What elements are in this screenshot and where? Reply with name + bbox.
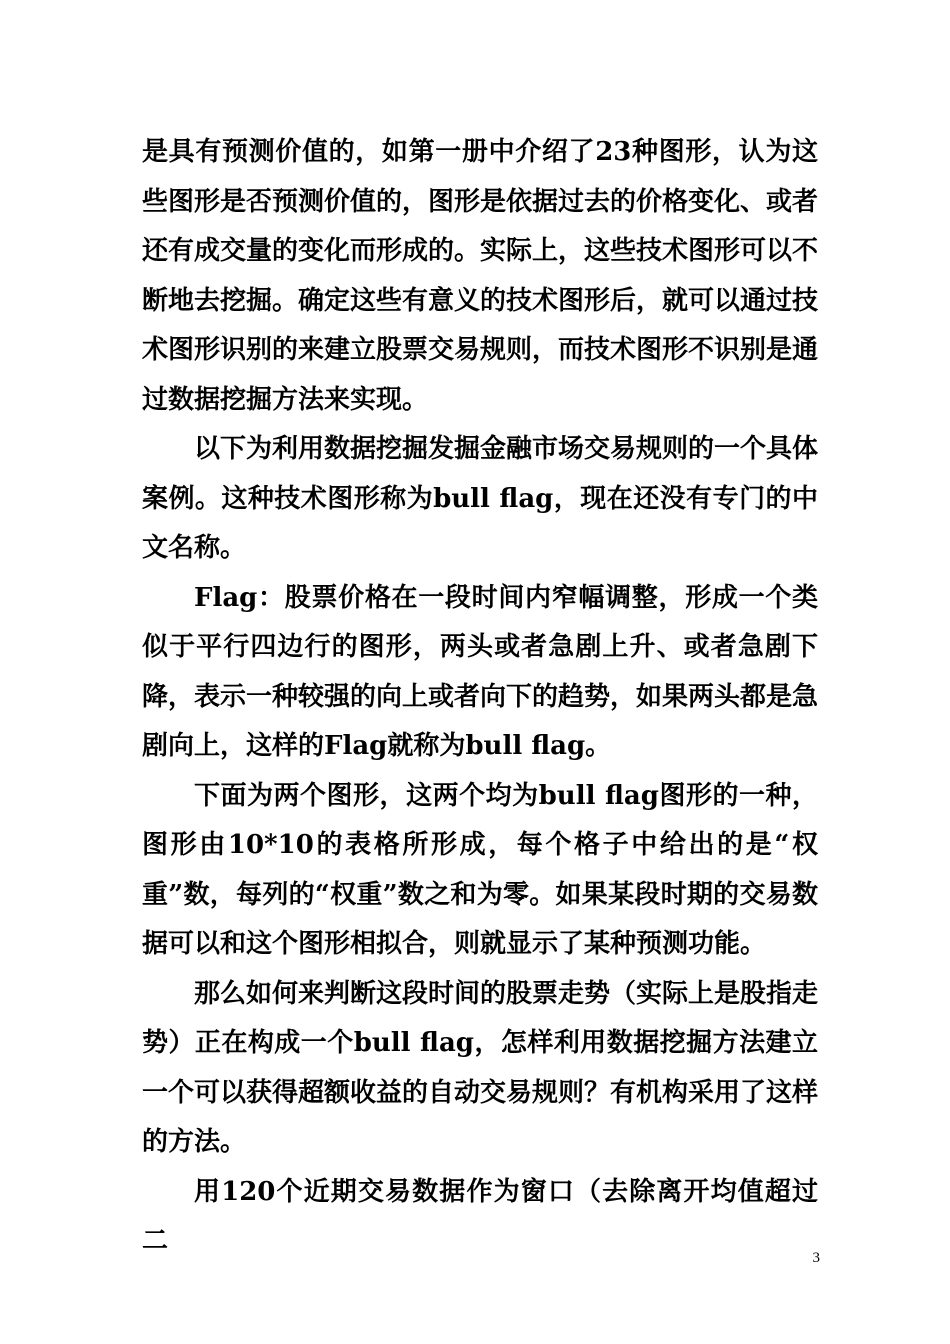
paragraph-2: 以下为利用数据挖掘发掘金融市场交易规则的一个具体案例。这种技术图形称为bull flag，现在还没有专门的中文名称。 xyxy=(142,434,819,563)
paragraph-5: 那么如何来判断这段时间的股票走势（实际上是股指走势）正在构成一个bull flag，怎样利用数据挖掘方法建立一个可以获得超额收益的自动交易规则？有机构采用了这样的方法。 xyxy=(142,978,819,1157)
paragraph-4: 下面为两个图形，这两个均为bull flag图形的一种，图形由10*10的表格所形成，每个格子中给出的是“权重”数，每列的“权重”数之和为零。如果某段时期的交易数据可以和这个图形相拟合，则就显示了某种预测功能。 xyxy=(142,780,818,959)
paragraph-6: 用120个近期交易数据作为窗口（去除离开均值超过二 xyxy=(142,1176,818,1256)
paragraph-3: Flag：股票价格在一段时间内窄幅调整，形成一个类似于平行四边行的图形，两头或者急剧上升、或者急剧下降，表示一种较强的向上或者向下的趋势，如果两头都是急剧向上，这样的Flag就称为bull flag。 xyxy=(142,582,819,761)
paragraph-1: 是具有预测价值的，如第一册中介绍了23种图形，认为这些图形是否预测价值的，图形是依据过去的价格变化、或者还有成交量的变化而形成的。实际上，这些技术图形可以不断地去挖掘。确定这些有意义的技术图形后，就可以通过技术图形识别的来建立股票交易规则，而技术图形不识别是通过数据挖掘方法来实现。 xyxy=(142,137,819,415)
body-text xyxy=(142,128,818,1267)
page-number: 3 xyxy=(812,1250,820,1266)
